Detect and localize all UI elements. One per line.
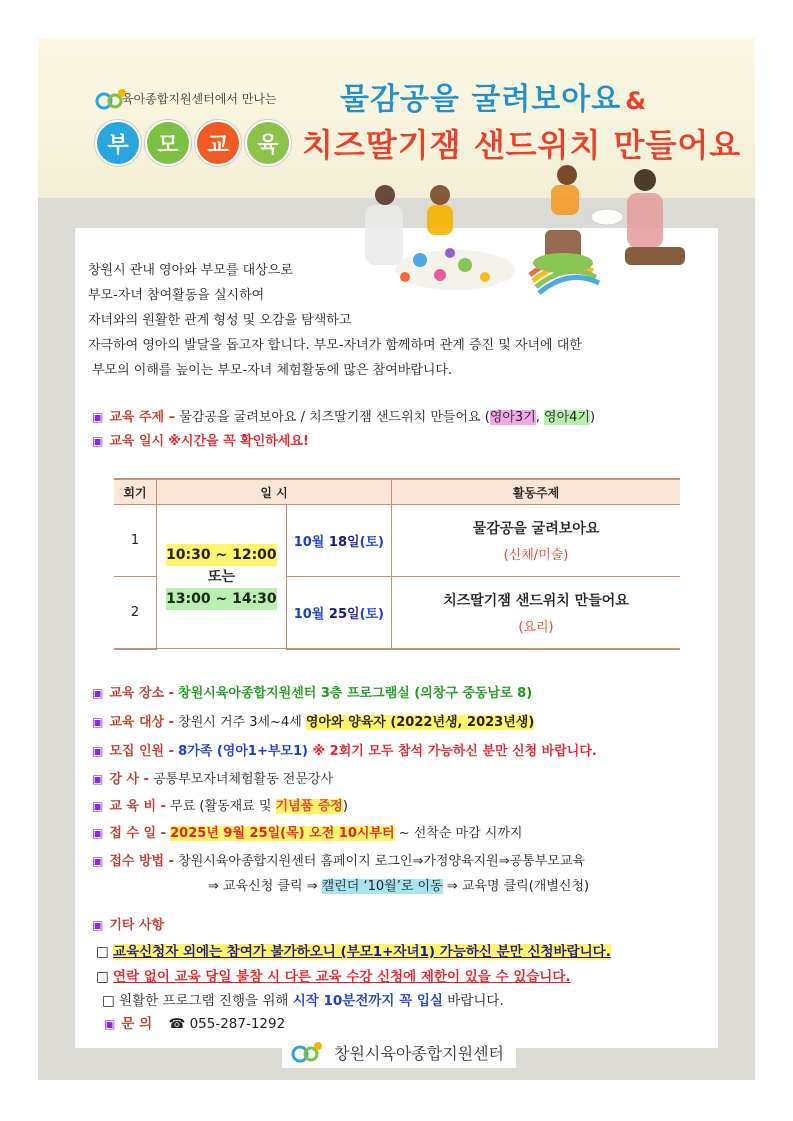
contact-line <box>104 1012 285 1032</box>
contact-label: 문 의 <box>121 1016 153 1032</box>
capacity-label: 모집 인원 - <box>109 744 175 759</box>
target-highlight: 영아와 양육자 (2022년생, 2023년생) <box>305 715 535 730</box>
activity-cell <box>392 577 681 649</box>
intro-line: 창원시 관내 영아와 부모를 대상으로 <box>88 263 293 278</box>
date-cell <box>286 505 391 577</box>
method-line-2 <box>208 875 589 894</box>
bullet-square-icon: ▣ <box>92 744 104 758</box>
other-item-3-a: 원활한 프로그램 진행을 위해 <box>119 993 293 1009</box>
bullet-square-icon: ▣ <box>92 772 104 786</box>
fee-close: ) <box>342 799 348 814</box>
instructor-line <box>92 768 333 787</box>
badge-2: 모 <box>145 120 191 166</box>
topic-age-1: 영아3기 <box>489 410 536 425</box>
activity-title: 물감공을 굴려보아요 <box>472 521 600 537</box>
place-value: 창원시육아종합지원센터 3층 프로그램실 (의창구 중동남로 8) <box>178 686 533 701</box>
other-item-1 <box>96 940 611 960</box>
phone-number: 055-287-1292 <box>189 1016 286 1032</box>
bullet-square-icon: ▣ <box>92 410 104 424</box>
topic-label: 교육 주제 – <box>109 410 176 425</box>
bullet-square-icon: ▣ <box>104 1017 116 1031</box>
date-weekday: (토) <box>359 535 385 550</box>
capacity-note: ※ 2회기 모두 참석 가능하신 분만 신청 바랍니다. <box>307 744 597 759</box>
time-1: 10:30 ~ 12:00 <box>166 544 277 566</box>
schedule-label: 교육 일시 <box>109 434 165 449</box>
method-line-1: 창원시육아종합지원센터 홈페이지 로그인⇒가정양육지원⇒공통부모교육 <box>178 854 585 869</box>
badge-3: 교 <box>195 120 241 166</box>
badge-4: 육 <box>245 120 291 166</box>
fee-value: 무료 (활동재료 및 <box>170 799 276 814</box>
footer-org-name: 창원시육아종합지원센터 <box>334 1043 505 1063</box>
date-weekday: (토) <box>359 606 385 622</box>
time-2: 13:00 ~ 14:30 <box>166 588 277 610</box>
bullet-square-icon: ▣ <box>92 826 104 840</box>
reception-value: 2025년 9월 25일(목) 오전 10시부터 <box>170 826 395 841</box>
method-line <box>92 850 585 869</box>
date-prefix: 10월 <box>293 606 329 622</box>
title-line-1 <box>340 74 647 118</box>
fee-gift: 기념품 증정 <box>275 799 343 814</box>
activity-title: 치즈딸기잼 샌드위치 만들어요 <box>443 592 629 609</box>
bullet-square-icon: ▣ <box>92 686 104 700</box>
intro-paragraph <box>88 258 582 383</box>
instructor-label: 강 사 - <box>109 772 149 787</box>
other-item-3-c: 바랍니다. <box>442 993 504 1009</box>
other-heading <box>92 914 164 933</box>
bullet-square-icon: ▣ <box>92 715 104 729</box>
other-label: 기타 사항 <box>109 918 165 933</box>
topic-sep: , <box>535 410 545 425</box>
bullet-square-icon: ▣ <box>92 434 104 448</box>
place-label: 교육 장소 - <box>109 686 175 701</box>
intro-line: 자녀와의 원활한 관계 형성 및 오감을 탐색하고 <box>88 313 352 328</box>
table-row <box>114 505 680 577</box>
table-header-row <box>114 479 680 505</box>
col-round: 회기 <box>114 479 157 505</box>
other-item-3-b: 시작 10분전까지 꼭 입실 <box>292 993 443 1009</box>
col-datetime: 일 시 <box>157 479 392 505</box>
round-cell: 1 <box>114 505 157 577</box>
title-ampersand: & <box>625 87 648 115</box>
other-item-3 <box>102 989 504 1009</box>
activity-category: (신체/미술) <box>503 548 569 563</box>
instructor-value: 공통부모자녀체험활동 전문강사 <box>153 772 334 787</box>
method-2-highlight: 캘린더 ‘10월’로 이동 <box>321 879 443 894</box>
method-2-b: ⇒ 교육명 클릭(개별신청) <box>442 879 590 894</box>
bullet-square-icon: ▣ <box>92 854 104 868</box>
activity-category: (요리) <box>518 619 554 635</box>
checkbox-icon: □ <box>96 969 114 985</box>
parent-education-badges <box>95 120 291 166</box>
capacity-line <box>92 740 597 759</box>
center-subtitle: 육아종합지원센터에서 만나는 <box>122 92 277 106</box>
capacity-value: 8가족 (영아1+부모1) <box>178 744 308 759</box>
date-day: 18일 <box>328 535 360 550</box>
schedule-note: ※시간을 꼭 확인하세요! <box>168 434 309 449</box>
title-1-text: 물감공을 굴려보아요 <box>340 82 622 117</box>
title-line-2: 치즈딸기잼 샌드위치 만들어요 <box>302 126 742 164</box>
center-logo-icon <box>290 1039 326 1065</box>
other-item-2 <box>96 965 571 985</box>
intro-line: 부모-자녀 참여활동을 실시하여 <box>88 288 265 303</box>
fee-label: 교 육 비 - <box>109 799 166 814</box>
time-cell <box>157 505 287 649</box>
col-activity: 활동주제 <box>392 479 681 505</box>
reception-after: ~ 선착순 마감 시까지 <box>394 826 523 841</box>
time-or: 또는 <box>207 568 235 585</box>
activity-cell <box>392 505 681 577</box>
round-cell: 2 <box>114 577 157 649</box>
phone-icon: ☎ <box>168 1016 186 1032</box>
intro-line: 자극하여 영아의 발달을 돕고자 합니다. 부모-자녀가 함께하며 관계 증진 및 자녀에 대한 <box>88 338 582 353</box>
topic-close: ) <box>589 410 596 425</box>
date-cell <box>286 577 391 649</box>
reception-line <box>92 822 522 841</box>
checkbox-icon: □ <box>102 993 120 1009</box>
place-line <box>92 682 532 701</box>
target-line <box>92 711 534 730</box>
target-value: 창원시 거주 3세~4세 <box>178 715 306 730</box>
schedule-line <box>92 430 309 449</box>
topic-age-2: 영아4기 <box>544 410 590 425</box>
other-item-2-text: 연락 없이 교육 당일 불참 시 다른 교육 수강 신청에 제한이 있을 수 있습니다. <box>113 969 571 985</box>
topic-text: 물감공을 굴려보아요 / 치즈딸기잼 샌드위치 만들어요 ( <box>179 410 490 425</box>
intro-line: 부모의 이해를 높이는 부모-자녀 체험활동에 많은 참여바랍니다. <box>92 363 453 378</box>
target-label: 교육 대상 - <box>109 715 175 730</box>
date-prefix: 10월 <box>293 535 329 550</box>
date-day: 25일 <box>328 606 360 622</box>
topic-line <box>92 406 595 425</box>
other-item-1-text: 교육신청자 외에는 참여가 불가하오니 (부모1+자녀1) 가능하신 분만 신청바랍니다. <box>113 944 611 960</box>
schedule-table <box>114 478 680 650</box>
method-label: 접수 방법 - <box>109 854 175 869</box>
bullet-square-icon: ▣ <box>92 799 104 813</box>
bullet-square-icon: ▣ <box>92 918 104 932</box>
reception-label: 접 수 일 - <box>109 826 166 841</box>
method-2-a: ⇒ 교육신청 클릭 ⇒ <box>208 879 322 894</box>
footer-logo <box>282 1036 516 1068</box>
checkbox-icon: □ <box>96 944 114 960</box>
badge-1: 부 <box>95 120 141 166</box>
fee-line <box>92 795 348 814</box>
